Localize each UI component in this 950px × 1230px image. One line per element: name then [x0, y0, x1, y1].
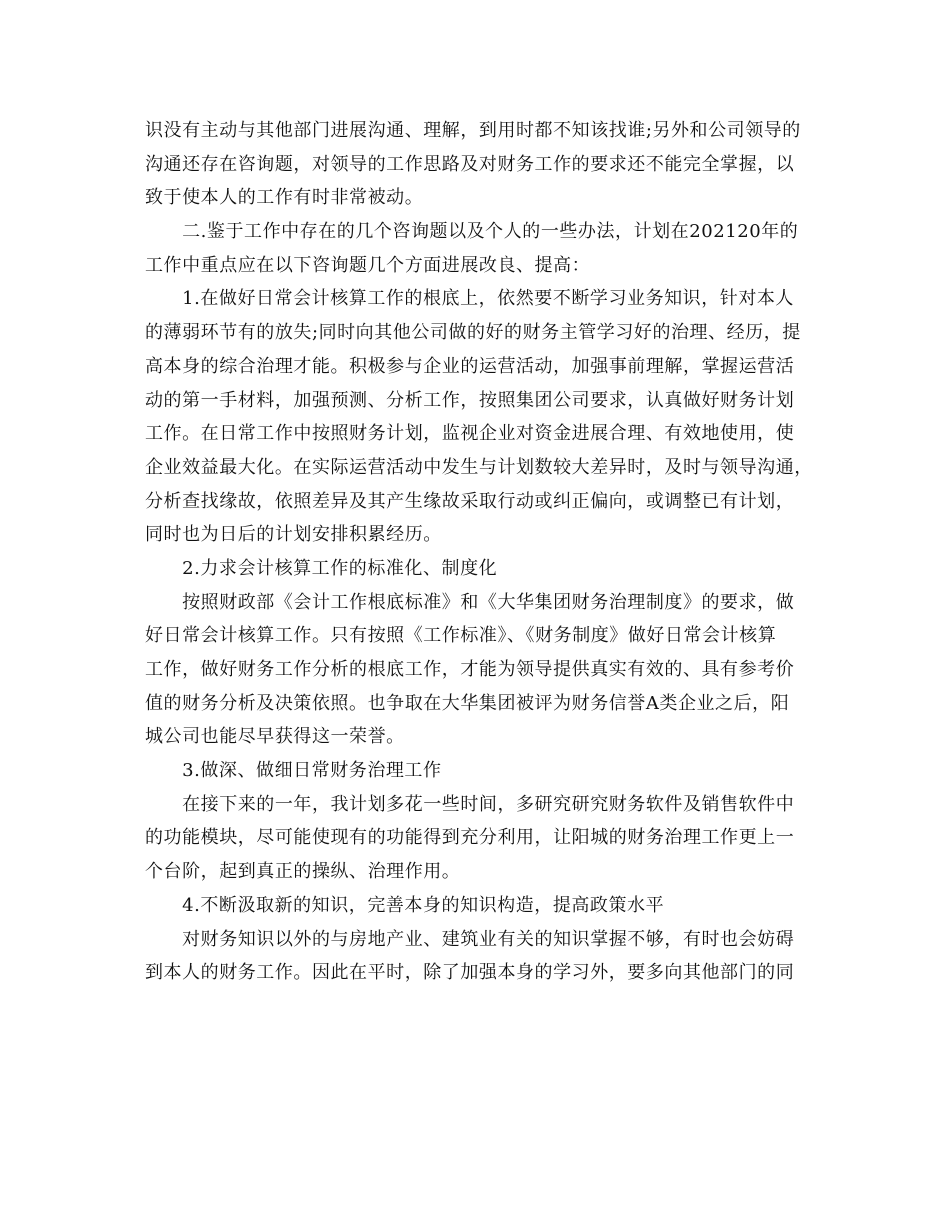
text-line: 按照财政部《会计工作根底标准》和《大华集团财务治理制度》的要求，做: [145, 591, 795, 613]
text-line: 的功能模块，尽可能使现有的功能得到充分利用，让阳城的财务治理工作更上一: [145, 827, 795, 849]
text-line: 4.不断汲取新的知识，完善本身的知识构造，提高政策水平: [145, 894, 665, 916]
text-line: 沟通还存在咨询题，对领导的工作思路及对财务工作的要求还不能完全掌握，以: [145, 153, 795, 175]
text-line: 城公司也能尽早获得这一荣誉。: [145, 726, 405, 748]
document-body: [145, 114, 817, 990]
text-line: 二.鉴于工作中存在的几个咨询题以及个人的一些办法，计划在202120年的: [145, 221, 799, 243]
text-line: 动的第一手材料，加强预测、分析工作，按照集团公司要求，认真做好财务计划: [145, 389, 795, 411]
text-line: 个台阶，起到真正的操纵、治理作用。: [145, 861, 461, 883]
text-line: 分析查找缘故，依照差异及其产生缘故采取行动或纠正偏向，或调整已有计划，: [145, 490, 795, 512]
text-line: 到本人的财务工作。因此在平时，除了加强本身的学习外，要多向其他部门的同: [145, 962, 795, 984]
text-line: 致于使本人的工作有时非常被动。: [145, 187, 424, 209]
text-line: 3.做深、做细日常财务治理工作: [145, 760, 442, 782]
text-line: 在接下来的一年，我计划多花一些时间，多研究研究财务软件及销售软件中: [145, 793, 795, 815]
text-line: 企业效益最大化。在实际运营活动中发生与计划数较大差异时，及时与领导沟通，: [145, 456, 813, 478]
text-line: 值的财务分析及决策依照。也争取在大华集团被评为财务信誉A类企业之后，阳: [145, 692, 790, 714]
text-line: 同时也为日后的计划安排积累经历。: [145, 524, 442, 546]
text-line: 2.力求会计核算工作的标准化、制度化: [145, 557, 498, 579]
text-line: 好日常会计核算工作。只有按照《工作标准》、《财务制度》做好日常会计核算: [145, 625, 777, 647]
text-line: 工作，做好财务工作分析的根底工作，才能为领导提供真实有效的、具有参考价: [145, 659, 795, 680]
text-line: 工作。在日常工作中按照财务计划，监视企业对资金进展合理、有效地使用，使: [145, 423, 795, 445]
text-line: 1.在做好日常会计核算工作的根底上，依然要不断学习业务知识，针对本人: [145, 288, 794, 310]
text-line: 的薄弱环节有的放失;同时向其他公司做的好的财务主管学习好的治理、经历，提: [145, 322, 801, 344]
text-line: 识没有主动与其他部门进展沟通、理解，到用时都不知该找谁;另外和公司领导的: [145, 120, 801, 141]
text-line: 工作中重点应在以下咨询题几个方面进展改良、提高：: [145, 254, 591, 276]
text-line: 对财务知识以外的与房地产业、建筑业有关的知识掌握不够，有时也会妨碍: [145, 928, 795, 950]
text-line: 高本身的综合治理才能。积极参与企业的运营活动，加强事前理解，掌握运营活: [145, 355, 795, 377]
